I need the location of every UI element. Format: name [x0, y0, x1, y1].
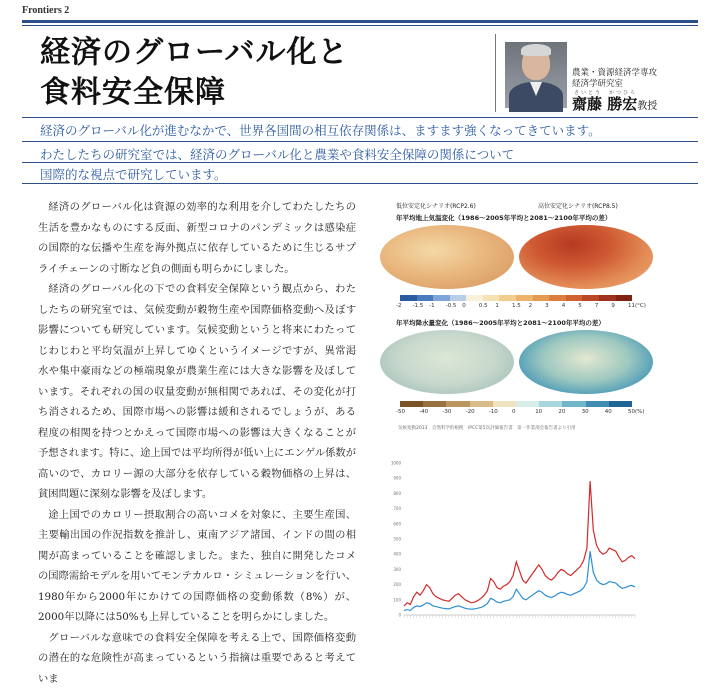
- temp-colorbar: [400, 295, 632, 301]
- page-title-line1: 経済のグローバル化と: [40, 33, 349, 73]
- precip-colorbar-tick: 50: [628, 409, 635, 415]
- y-tick-label: 400: [393, 552, 401, 557]
- temp-map-rcp26: [380, 225, 514, 289]
- temp-colorbar-tick: 1: [495, 303, 499, 309]
- top-rule: [22, 20, 698, 23]
- y-tick-label: 300: [393, 567, 401, 572]
- lead-rule-4: [22, 183, 698, 184]
- precip-colorbar-tick: 30: [582, 409, 589, 415]
- y-tick-label: 200: [393, 582, 401, 587]
- page-title: [40, 33, 349, 113]
- precip-colorbar-tick: -20: [466, 409, 475, 415]
- precip-colorbar-tick: -10: [489, 409, 498, 415]
- scenario-low-label: 低位安定化シナリオ(RCP2.6): [396, 201, 476, 210]
- lead-line-3: 国際的な視点で研究しています。: [40, 165, 227, 183]
- top-rule-thin: [22, 25, 698, 26]
- y-tick-label: 700: [393, 506, 401, 511]
- body-text: [38, 197, 356, 689]
- y-tick-label: 100: [393, 597, 401, 602]
- author-dept-line2: 経済学研究室: [572, 79, 657, 90]
- temp-colorbar-tick: -2: [396, 303, 401, 309]
- precip-colorbar-tick: -50: [396, 409, 405, 415]
- page-title-line2: 食料安全保障: [40, 73, 349, 113]
- lead-rule-2: [22, 141, 698, 142]
- lead-line-1: 経済のグローバル化が進むなかで、世界各国間の相互依存関係は、ますます強くなってきています。: [40, 121, 601, 139]
- temp-colorbar-tick: 5: [578, 303, 582, 309]
- precip-map-title: 年平均降水量変化（1986〜2005年平均と2081〜2100年平均の差）: [396, 318, 605, 327]
- figure-source: 気候変動2013 自然科学的根拠 IPCC第5次評価報告書 第一作業部会報告書より引用: [398, 425, 576, 431]
- precip-colorbar-tick: 40: [605, 409, 612, 415]
- precip-colorbar: [400, 401, 632, 407]
- lead-rule-1: [22, 117, 698, 118]
- temp-colorbar-tick: 4: [562, 303, 566, 309]
- precip-colorbar-tick: -30: [442, 409, 451, 415]
- author-dept-line1: 農業・資源経済学専攻: [572, 68, 657, 79]
- temp-unit: (°C): [635, 303, 646, 309]
- temp-colorbar-tick: 0: [462, 303, 466, 309]
- y-tick-label: 0: [398, 613, 401, 618]
- y-tick-label: 800: [393, 491, 401, 496]
- y-tick-label: 1000: [391, 461, 402, 466]
- temp-map-rcp85: [519, 225, 653, 289]
- temp-colorbar-tick: 7: [595, 303, 599, 309]
- body-paragraph-3: 途上国でのカロリー摂取割合の高いコメを対象に、主要生産国、主要輸出国の作況指数を推計し、東南アジア諸国、インドの間の相関が高まっていることを確認しました。また、独自に開発したコメの国際需給モデルを用いてモンテカルロ・シミュレーションを行い、1980年から2000年にかけての国際価格の変動係数（8%）が、2000年以降には50%も上昇していることを明らかにしました。: [38, 505, 356, 628]
- author-name-ruby: さいとう かつひろ: [574, 89, 637, 96]
- temp-colorbar-tick: 3: [545, 303, 549, 309]
- price-line-chart: [380, 455, 650, 630]
- precip-colorbar-tick: 20: [558, 409, 565, 415]
- author-department: [572, 68, 657, 90]
- precip-colorbar-tick: 0: [512, 409, 516, 415]
- precip-unit: (%): [635, 409, 645, 415]
- temp-colorbar-tick: 1.5: [512, 303, 521, 309]
- series-line-1: [404, 481, 635, 606]
- series-line-2: [404, 551, 635, 610]
- precip-colorbar-tick: -40: [419, 409, 428, 415]
- temp-colorbar-tick: -1.5: [413, 303, 424, 309]
- temp-colorbar-tick: 2: [529, 303, 533, 309]
- precip-map-rcp26: [380, 330, 514, 394]
- y-tick-label: 900: [393, 476, 401, 481]
- lead-rule-3: [22, 162, 698, 163]
- scenario-high-label: 高位安定化シナリオ(RCP8.5): [538, 201, 618, 210]
- temp-colorbar-tick: 11: [628, 303, 635, 309]
- lead-line-2: わたしたちの研究室では、経済のグローバル化と農業や食料安全保障の関係について: [40, 145, 514, 163]
- temp-colorbar-tick: 0.5: [479, 303, 488, 309]
- y-tick-label: 600: [393, 521, 401, 526]
- precip-colorbar-tick: 10: [535, 409, 542, 415]
- y-tick-label: 500: [393, 537, 401, 542]
- author-name: 齋藤 勝宏: [572, 95, 637, 113]
- temp-colorbar-tick: -1: [429, 303, 434, 309]
- body-paragraph-2: 経済のグローバル化の下での食料安全保障という観点から、わたしたちの研究室では、気候変動が穀物生産や国際価格変動へ及ぼす影響についても研究しています。気候変動というと将来にわたってじわじわと平均気温が上昇してゆくというイメージですが、異常渇水や集中豪雨などの極端現象が農業生産には大きな影響を及ぼしています。それぞれの国の収量変動が無相関であれば、その変化が打ち消されるため、国際市場への影響は緩和されるでしょうが、ある程度の相関を持つとかえって国際市場への影響は大きくなることが予想されます。特に、途上国では平均所得が低い上にエンゲル係数が高いので、カロリー源の大部分を依存している穀物価格の上昇は、貧困問題に深刻な影響を及ぼします。: [38, 279, 356, 505]
- author-photo: [505, 42, 567, 108]
- precip-map-rcp85: [519, 330, 653, 394]
- title-divider: [495, 34, 496, 112]
- body-paragraph-4: グローバルな意味での食料安全保障を考える上で、国際価格変動の潜在的な危険性が高まっているという指摘は重要であると考えていま: [38, 628, 356, 689]
- author-name-block: [572, 93, 657, 114]
- temp-map-title: 年平均地上気温変化（1986〜2005年平均と2081〜2100年平均の差）: [396, 213, 611, 222]
- author-rank: 教授: [637, 101, 657, 112]
- section-label: Frontiers 2: [22, 5, 69, 16]
- body-paragraph-1: 経済のグローバル化は資源の効率的な利用を介してわたしたちの生活を豊かなものにする反面、新型コロナのパンデミックは感染症の国際的な伝播や生産を海外拠点に依存しているために生じるサプライチェーンの寸断など負の側面も明らかにしました。: [38, 197, 356, 279]
- temp-colorbar-tick: 9: [611, 303, 615, 309]
- temp-colorbar-tick: -0.5: [446, 303, 457, 309]
